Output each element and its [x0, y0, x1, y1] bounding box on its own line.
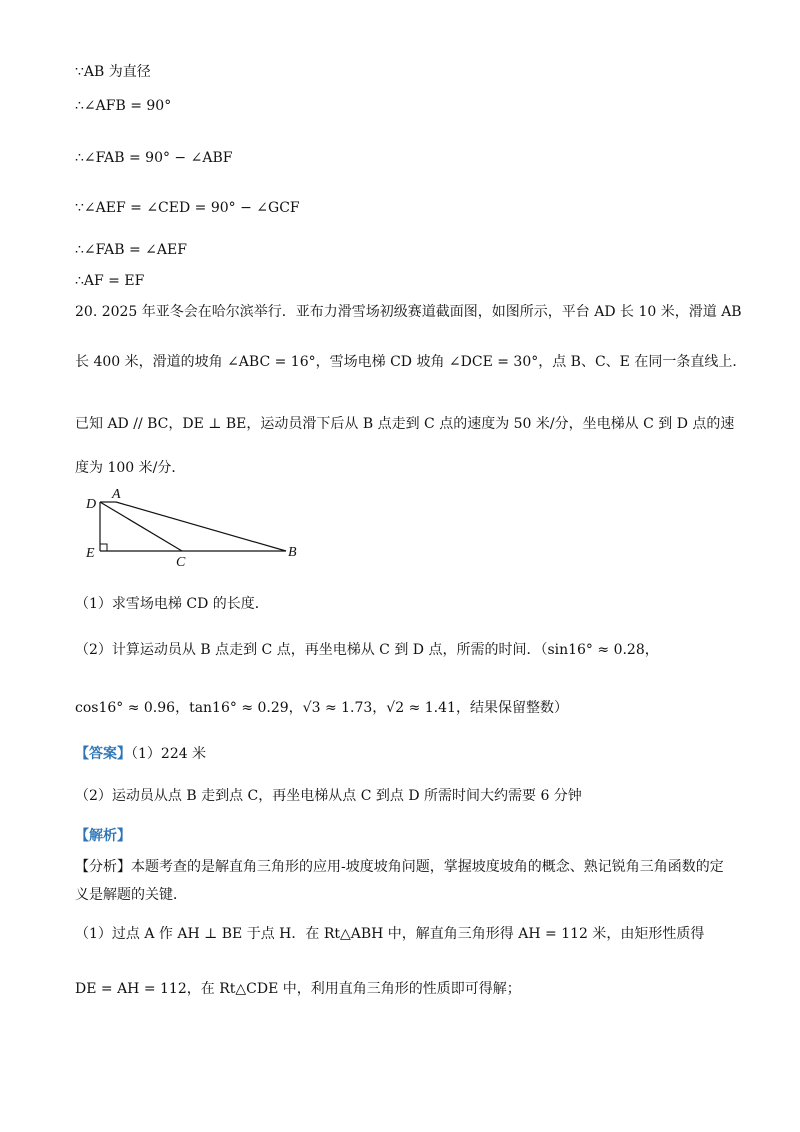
problem-line-2: 长 400 米，滑道的坡角 ∠ABC = 16°，雪场电梯 CD 坡角 ∠DCE = 30°，点 B、C、E 在同一条直线上． — [75, 354, 747, 370]
label-a: A — [112, 488, 121, 502]
proof-line-3: ∴∠FAB = 90° − ∠ABF — [75, 150, 233, 166]
question-1: （1）求雪场电梯 CD 的长度． — [75, 596, 269, 612]
answer-1-text: （1）224 米 — [131, 746, 207, 762]
question-2: （2）计算运动员从 B 点走到 C 点，再坐电梯从 C 到 D 点，所需的时间．（sin16° ≈ 0.28， — [75, 642, 659, 658]
problem-line-4: 度为 100 米/分． — [75, 460, 186, 476]
analysis-tag: 【解析】 — [75, 828, 131, 844]
answer-line-1 — [75, 744, 206, 764]
proof-line-6: ∴AF = EF — [75, 273, 145, 289]
proof-line-4: ∵∠AEF = ∠CED = 90° − ∠GCF — [75, 200, 300, 216]
label-c: C — [176, 555, 186, 568]
proof-line-2: ∴∠AFB = 90° — [75, 98, 172, 114]
answer-line-2: （2）运动员从点 B 走到点 C，再坐电梯从点 C 到点 D 所需时间大约需要 6 分钟 — [75, 788, 582, 804]
proof-line-1: ∵AB 为直径 — [75, 64, 151, 80]
label-b: B — [288, 545, 297, 560]
analysis-line-1: 【分析】本题考查的是解直角三角形的应用-坡度坡角问题，掌握坡度坡角的概念、熟记锐角三角函数的定 — [75, 859, 724, 875]
question-3: cos16° ≈ 0.96，tan16° ≈ 0.29，√3 ≈ 1.73，√2 ≈ 1.41，结果保留整数） — [75, 700, 568, 716]
trapezoid-figure — [80, 488, 310, 568]
right-angle-mark — [100, 544, 107, 551]
label-d: D — [86, 497, 97, 512]
label-e: E — [86, 546, 95, 561]
analysis-tag-line — [75, 826, 131, 846]
analysis-line-2: 义是解题的关键． — [75, 887, 187, 903]
analysis-line-4: DE = AH = 112，在 Rt△CDE 中，利用直角三角形的性质即可得解； — [75, 981, 521, 997]
answer-tag: 【答案】 — [75, 746, 131, 762]
problem-line-1: 20. 2025 年亚冬会在哈尔滨举行．亚布力滑雪场初级赛道截面图，如图所示，平台 AD 长 10 米，滑道 AB — [75, 304, 742, 320]
problem-line-3: 已知 AD // BC，DE ⊥ BE，运动员滑下后从 B 点走到 C 点的速度为 50 米/分，坐电梯从 C 到 D 点的速 — [75, 416, 735, 432]
analysis-line-3: （1）过点 A 作 AH ⊥ BE 于点 H．在 Rt△ABH 中，解直角三角形得 AH = 112 米，由矩形性质得 — [75, 926, 705, 942]
proof-line-5: ∴∠FAB = ∠AEF — [75, 242, 187, 258]
